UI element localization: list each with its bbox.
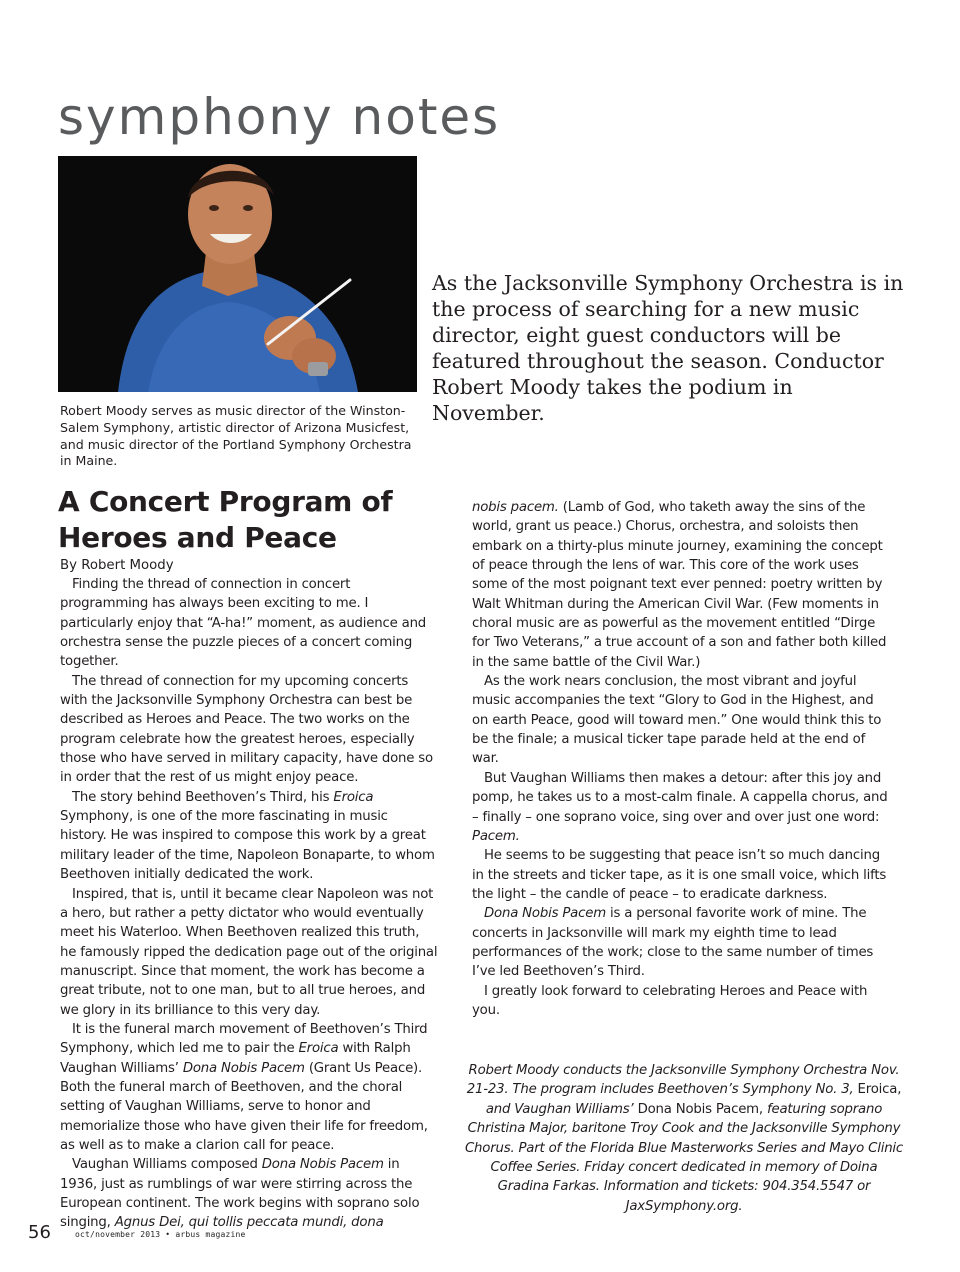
article-paragraph: Inspired, that is, until it became clear Napoleon was not a hero, but rather a petty dictator who would eventually meet his Waterloo. When Beethoven realized this truth, he famously ripped the dedication page out of the original manuscript. Since that moment, the work has become a great tribute, not to one man, but to all true heroes, and we glory in its brilliance to this very day. bbox=[60, 886, 438, 1018]
publication-footer: oct/november 2013 • arbus magazine bbox=[75, 1230, 246, 1239]
page-number: 56 bbox=[28, 1222, 51, 1243]
event-note: Robert Moody conducts the Jacksonville Symphony Orchestra Nov. 21-23. The program includes Beethoven’s Symphony No. 3, Eroica, and Vaughan Williams’ Dona Nobis Pacem, featuring soprano Christina Major, baritone Troy Cook and the Jacksonville Symphony Chorus. Part of the Florida Blue Masterworks Series and Mayo Clinic Coffee Series. Friday concert dedicated in memory of Doina Gradina Farkas. Information and tickets: 904.354.5547 or JaxSymphony.org. bbox=[464, 1063, 904, 1214]
article-paragraph: The thread of connection for my upcoming concerts with the Jacksonville Symphony Orchestra can best be described as Heroes and Peace. The two works on the program celebrate how the greatest heroes, especially those who have served in military capacity, have done so in order that the rest of us might enjoy peace. bbox=[60, 673, 433, 786]
article-paragraph: Dona Nobis Pacem is a personal favorite work of mine. The concerts in Jacksonville will mark my eighth time to lead performances of the work; close to the same number of times I’ve led Beethoven’s Third. bbox=[472, 906, 874, 980]
article-paragraph: But Vaughan Williams then makes a detour: after this joy and pomp, he takes us to a most-calm finale. A cappella chorus, and – finally – one soprano voice, sing over and over just one word: Pacem. bbox=[472, 770, 888, 844]
article-paragraph: Finding the thread of connection in concert programming has always been exciting to me. I particularly enjoy that “A-ha!” moment, as audience and orchestra sense the puzzle pieces of a concert coming together. bbox=[60, 577, 427, 670]
conductor-photo-illustration bbox=[58, 156, 417, 392]
article-paragraph: I greatly look forward to celebrating Heroes and Peace with you. bbox=[472, 983, 868, 1018]
conductor-photo bbox=[58, 156, 417, 392]
article-column-right bbox=[472, 498, 892, 1020]
photo-caption: Robert Moody serves as music director of the Winston-Salem Symphony, artistic director of Arizona Musicfest, and music director of the Portland Symphony Orchestra in Maine. bbox=[60, 403, 412, 469]
article-paragraph: Vaughan Williams composed Dona Nobis Pacem in 1936, just as rumblings of war were stirring across the European continent. The work begins with soprano solo singing, Agnus Dei, qui tollis peccata mundi, dona bbox=[60, 1157, 420, 1231]
article-paragraph: He seems to be suggesting that peace isn’t so much dancing in the streets and ticker tape, as it is one small voice, which lifts the light – the candle of peace – to eradicate darkness. bbox=[472, 848, 887, 902]
article-headline: A Concert Program of Heroes and Peace bbox=[58, 485, 393, 554]
article-paragraph: nobis pacem. (Lamb of God, who taketh away the sins of the world, grant us peace.) Chorus, orchestra, and soloists then embark on a thirty-plus minute journey, examining the concept of peace through the lens of war. This core of the work uses some of the most poignant text ever penned: poetry written by Walt Whitman during the American Civil War. (Few moments in choral music are as powerful as the movement entitled “Dirge for Two Veterans,” a true account of a son and father both killed in the same battle of the Civil War.) bbox=[472, 500, 887, 670]
byline: By Robert Moody bbox=[60, 558, 174, 573]
article-paragraph: As the work nears conclusion, the most vibrant and joyful music accompanies the text “Glory to God in the Highest, and on earth Peace, good will toward men.” One would think this to be the finale; a musical ticker tape parade held at the end of war. bbox=[472, 674, 882, 767]
article-paragraph: It is the funeral march movement of Beethoven’s Third Symphony, which led me to pair the Eroica with Ralph Vaughan Williams’ Dona Nobis Pacem (Grant Us Peace). Both the funeral march of Beethoven, and the choral setting of Vaughan Williams, serve to honor and memorialize those who have given their life for freedom, as well as to make a clarion call for peace. bbox=[60, 1021, 428, 1153]
article-paragraph: The story behind Beethoven’s Third, his Eroica Symphony, is one of the more fascinating in music history. He was inspired to compose this work by a great military leader of the time, Napoleon Bonaparte, to whom Beethoven initially dedicated the work. bbox=[60, 789, 435, 883]
intro-paragraph: As the Jacksonville Symphony Orchestra is in the process of searching for a new music director, eight guest conductors will be featured throughout the season. Conductor Robert Moody takes the podium in November. bbox=[432, 271, 904, 425]
article-column-left bbox=[60, 575, 438, 1233]
section-title: symphony notes bbox=[58, 88, 501, 146]
